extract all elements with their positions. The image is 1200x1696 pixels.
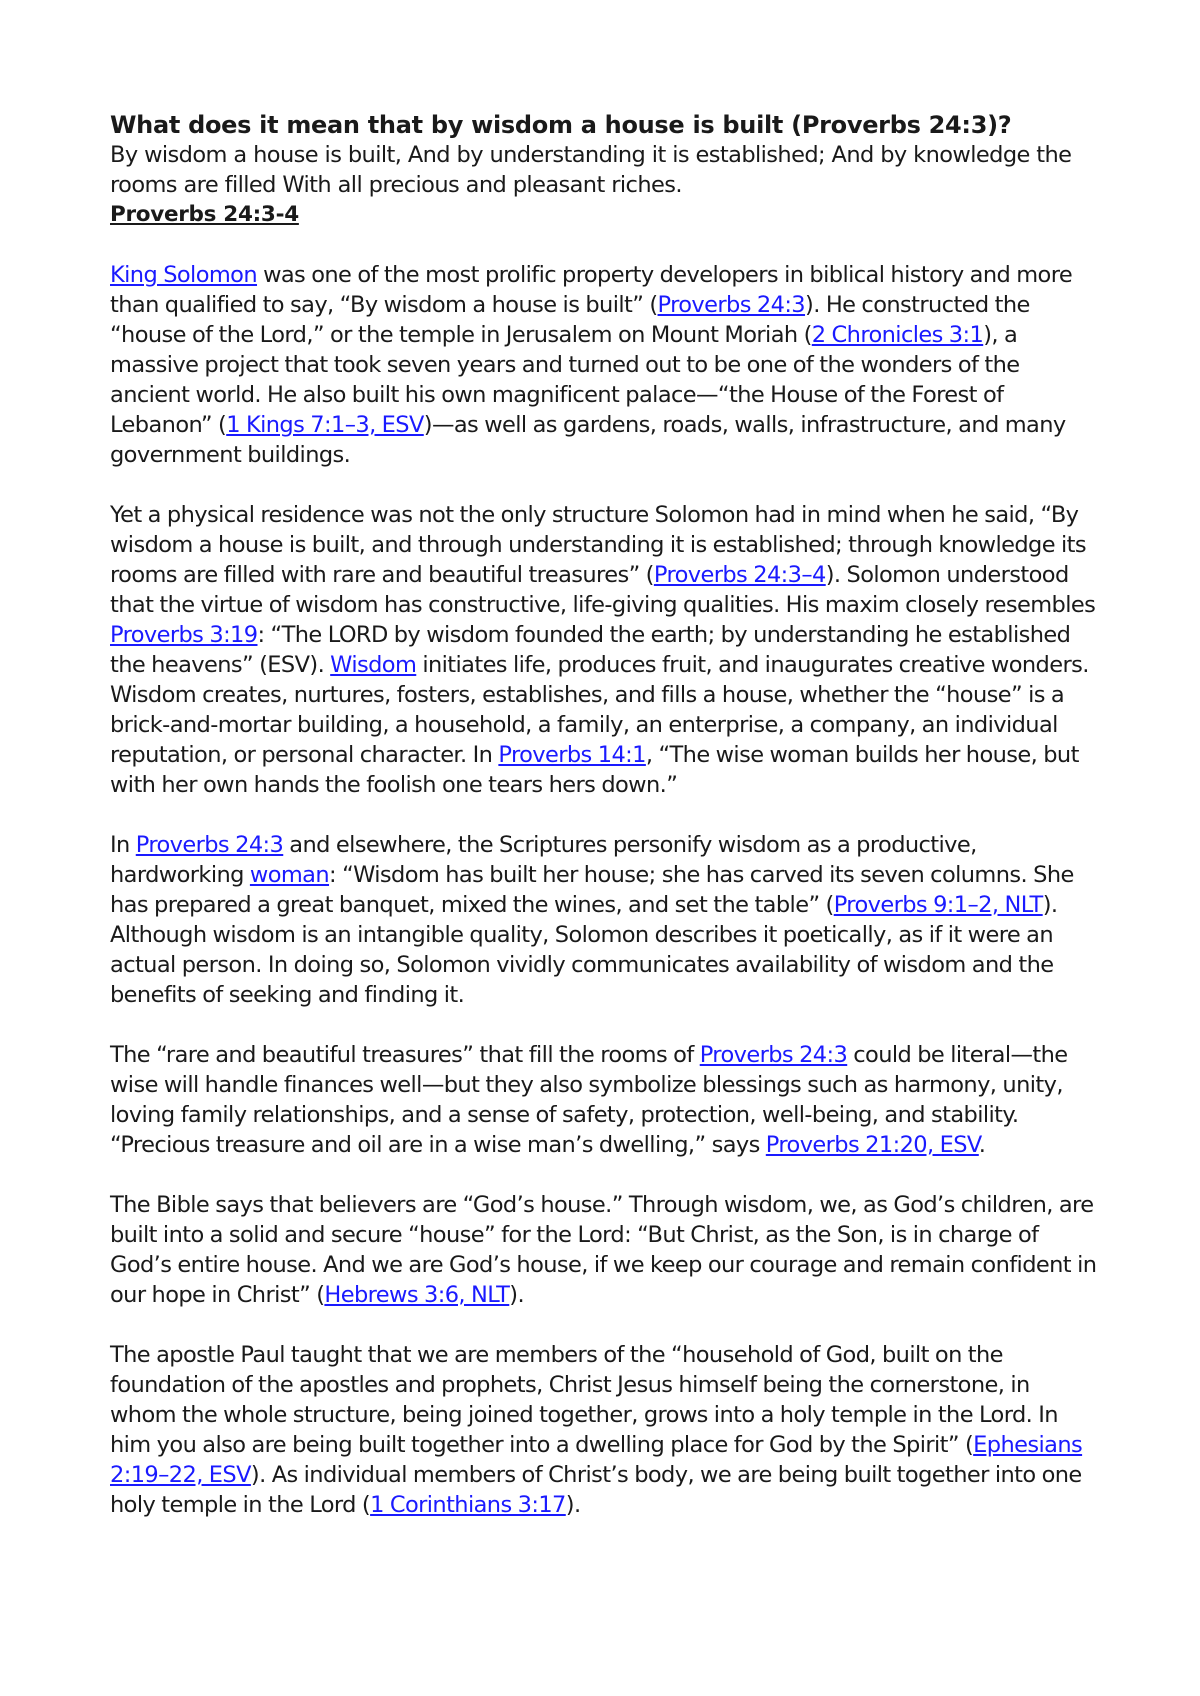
- link-1-corinthians-3-17[interactable]: 1 Corinthians 3:17: [370, 1492, 566, 1518]
- link-proverbs-21-20[interactable]: Proverbs 21:20, ESV: [765, 1132, 979, 1158]
- paragraph-text: : “The LORD by wisdom founded the earth; by understanding he established the heavens” (ESV).: [110, 622, 1071, 678]
- paragraph-text: ). Solomon understood that the virtue of wisdom has constructive, life-giving qualities. His maxim closely resembles: [110, 562, 1096, 618]
- link-proverbs-24-3-4[interactable]: Proverbs 24:3–4: [653, 562, 826, 588]
- paragraph-5: [110, 1190, 1100, 1310]
- paragraph-text: In: [110, 832, 136, 858]
- link-proverbs-24-3[interactable]: Proverbs 24:3: [699, 1042, 848, 1068]
- link-king-solomon[interactable]: King Solomon: [110, 262, 258, 288]
- paragraph-text: Yet a physical residence was not the only structure Solomon had in mind when he said, “By wisdom a house is built, and through understanding it is established; through knowledge its rooms are filled with rare and beautiful treasures” (: [110, 502, 1087, 588]
- link-proverbs-24-3[interactable]: Proverbs 24:3: [657, 292, 806, 318]
- key-verse-text: By wisdom a house is built, And by understanding it is established; And by knowledge the rooms are filled With all precious and pleasant riches.: [110, 142, 1072, 198]
- paragraph-text: ). As individual members of Christ’s body, we are being built together into one holy temple in the Lord (: [110, 1462, 1082, 1518]
- link-proverbs-9-1-2[interactable]: Proverbs 9:1–2, NLT: [833, 892, 1043, 918]
- paragraph-2: [110, 500, 1100, 800]
- paragraph-4: [110, 1040, 1100, 1160]
- paragraph-3: [110, 830, 1100, 1010]
- paragraph-1: [110, 260, 1100, 470]
- paragraph-text: ). Although wisdom is an intangible quality, Solomon describes it poetically, as if it were an actual person. In doing so, Solomon vividly communicates availability of wisdom and the benefits of seeking and finding it.: [110, 892, 1058, 1008]
- paragraph-text: .: [978, 1132, 986, 1158]
- paragraph-text: )—as well as gardens, roads, walls, infrastructure, and many government buildings.: [110, 412, 1066, 468]
- paragraph-6: [110, 1340, 1100, 1520]
- paragraph-text: ). He constructed the “house of the Lord,” or the temple in Jerusalem on Mount Moriah (: [110, 292, 1030, 348]
- paragraph-text: The apostle Paul taught that we are members of the “household of God, built on the foundation of the apostles and prophets, Christ Jesus himself being the cornerstone, in whom the whole structure, being joined together, grows into a holy temple in the Lord. In him you also are being built together into a dwelling place for God by the Spirit” (: [110, 1342, 1058, 1458]
- paragraph-text: , “The wise woman builds her house, but with her own hands the foolish one tears hers down.”: [110, 742, 1079, 798]
- link-wisdom[interactable]: Wisdom: [330, 652, 417, 678]
- paragraph-text: The “rare and beautiful treasures” that fill the rooms of: [110, 1042, 700, 1068]
- link-2-chronicles-3-1[interactable]: 2 Chronicles 3:1: [811, 322, 984, 348]
- link-ephesians-2-19-22[interactable]: Ephesians 2:19–22, ESV: [110, 1432, 1083, 1488]
- paragraph-text: The Bible says that believers are “God’s house.” Through wisdom, we, as God’s children, are built into a solid and secure “house” for the Lord: “But Christ, as the Son, is in charge of God’s entire house. And we are God’s house, if we keep our courage and remain confident in our hope in Christ” (: [110, 1192, 1097, 1308]
- paragraph-text: initiates life, produces fruit, and inaugurates creative wonders. Wisdom creates, nurtures, fosters, establishes, and fills a house, whether the “house” is a brick-and-mortar building, a household, a family, an enterprise, a company, an individual reputation, or personal character. In: [110, 652, 1089, 768]
- key-verse-reference: Proverbs 24:3-4: [110, 202, 299, 227]
- paragraph-text: ).: [509, 1282, 524, 1308]
- link-proverbs-3-19[interactable]: Proverbs 3:19: [110, 622, 258, 648]
- link-proverbs-24-3[interactable]: Proverbs 24:3: [135, 832, 284, 858]
- link-hebrews-3-6[interactable]: Hebrews 3:6, NLT: [324, 1282, 510, 1308]
- link-proverbs-14-1[interactable]: Proverbs 14:1: [498, 742, 646, 768]
- link-1-kings-7-1-3[interactable]: 1 Kings 7:1–3, ESV: [226, 412, 424, 438]
- link-woman[interactable]: woman: [249, 862, 330, 888]
- paragraph-text: ), a massive project that took seven years and turned out to be one of the wonders of the ancient world. He also built his own magnificent palace—“the House of the Forest of Lebanon” (: [110, 322, 1020, 438]
- page-title: What does it mean that by wisdom a house is built (Proverbs 24:3)?: [110, 111, 1012, 139]
- paragraph-text: was one of the most prolific property developers in biblical history and more than qualified to say, “By wisdom a house is built” (: [110, 262, 1073, 318]
- paragraph-text: : “Wisdom has built her house; she has carved its seven columns. She has prepared a great banquet, mixed the wines, and set the table” (: [110, 862, 1074, 918]
- paragraph-text: ).: [565, 1492, 581, 1518]
- paragraph-text: could be literal—the wise will handle finances well—but they also symbolize blessings such as harmony, unity, loving family relationships, and a sense of safety, protection, well-being, and stability. “Precious treasure and oil are in a wise man’s dwelling,” says: [110, 1042, 1068, 1158]
- paragraph-text: and elsewhere, the Scriptures personify wisdom as a productive, hardworking: [110, 832, 977, 888]
